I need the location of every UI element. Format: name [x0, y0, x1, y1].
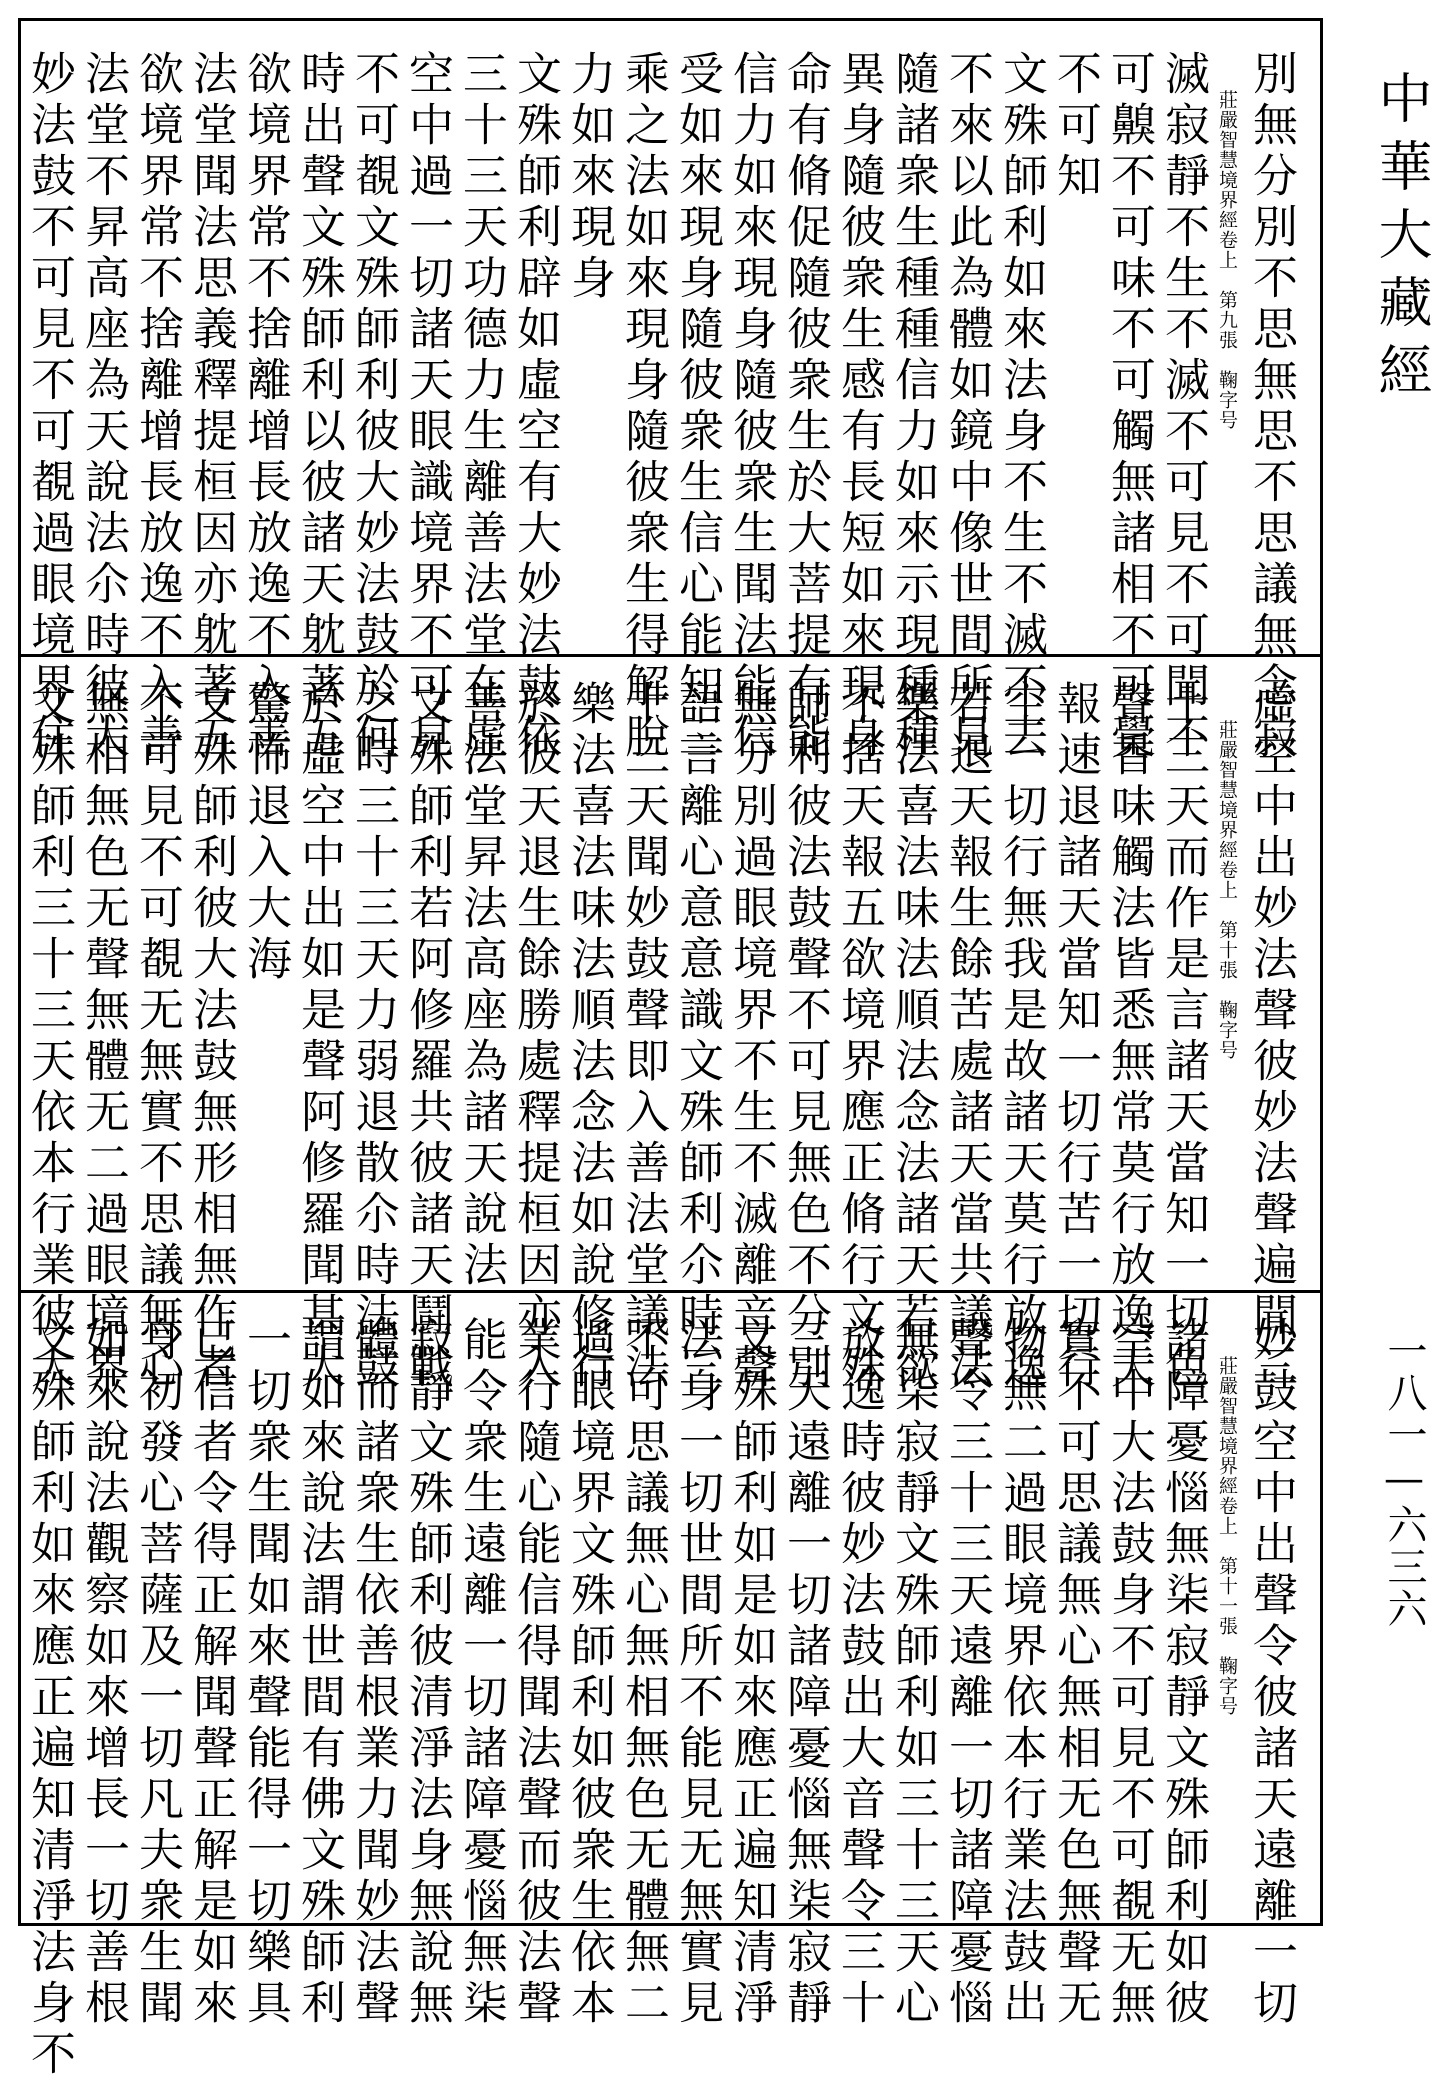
- text-column: 聲香味觸法皆悉無常莫行放逸天: [1103, 680, 1156, 1394]
- text-column: 十三天而作是言諸天當知一切色: [1157, 680, 1210, 1394]
- text-column: 空中過一切諸天眼識境界不可見: [401, 50, 454, 764]
- edition-title: 中華大藏經: [1370, 70, 1433, 410]
- text-column: 空中大法鼓身不可見不可覩无無: [1103, 1316, 1156, 2030]
- text-column: 文殊師利三十三天依本行業彼大: [23, 680, 76, 1394]
- text-column: 欲境界常不捨離增長放逸不入善: [239, 50, 292, 764]
- text-column: 聲令三十三天遠離一切諸障憂惱: [941, 1316, 994, 2030]
- text-column: 法堂不昇高座為天說法尒時彼大: [77, 50, 130, 764]
- text-column: 師利彼法鼓聲不可見無色不分別: [779, 680, 832, 1394]
- text-column: 命有脩促隨彼衆生於大菩提有能: [779, 50, 832, 764]
- text-column: 於彼天退生餘勝處釋提桓因亦入: [509, 680, 562, 1394]
- text-column: 妙法鼓不可見不可覩過眼境界住: [23, 50, 76, 764]
- text-column: 實不可思議無心無相无色無聲无: [1049, 1316, 1102, 2030]
- text-column: 樂法喜法味法順法念法諸天若欲: [887, 680, 940, 1394]
- text-column: 信力如來現身隨彼衆生聞法能信: [725, 50, 778, 764]
- text-column: 一切衆生聞如來聲能得一切樂具: [239, 1316, 292, 2030]
- text-column: 寂靜文殊師利彼清淨法身無說無: [401, 1316, 454, 2030]
- text-column: 業行隨心能信得聞法聲而彼法聲: [509, 1316, 562, 2030]
- text-column: 文殊師利如來法身不生不滅不去: [995, 50, 1048, 764]
- text-column: 不捨天報五欲境界應正脩行文殊: [833, 680, 886, 1394]
- text-column: 文殊師利如來應正遍知清淨法身不: [23, 1316, 76, 2081]
- text-column: 不來以此為體如鏡中像世間所見: [941, 50, 994, 764]
- text-column: 不可見不可覩无無實不思議無心: [131, 680, 184, 1394]
- text-column: 隨諸衆生種種信力如來示現種種: [887, 50, 940, 764]
- text-column: 時出聲文殊師利以彼諸天躭著五: [293, 50, 346, 764]
- text-column: 受如來現身隨彼衆生信心能知三: [671, 50, 724, 764]
- margin-note: 莊嚴智慧境界經卷上 第十一張 鞠字号: [1216, 1356, 1238, 1716]
- text-column: 驚怖退入大海: [239, 680, 292, 986]
- text-column: 能令衆生遠離一切諸障憂惱無柒: [455, 1316, 508, 2030]
- margin-note: 莊嚴智慧境界經卷上 第九張 鞠字号: [1216, 90, 1238, 430]
- text-column: 體而諸衆生依善根業力聞妙法聲: [347, 1316, 400, 2030]
- text-column: 語言離心意意識文殊師利尒時三: [671, 680, 724, 1394]
- margin-note: 莊嚴智慧境界經卷上 第十張 鞠字号: [1216, 720, 1238, 1060]
- text-column: 諸障憂惱無柒寂靜文殊師利如彼: [1157, 1316, 1210, 2030]
- text-column: 不可思議無心無相無色无體無二: [617, 1316, 670, 2030]
- text-column: 文殊師利如是如來應正遍知清淨: [725, 1316, 778, 2030]
- text-column: 乘之法如來現身隨彼衆生得解脫: [617, 50, 670, 764]
- register-top: [23, 50, 1298, 764]
- text-column: 謂如來說法謂世間有佛文殊師利: [293, 1316, 346, 2030]
- register-bottom: [23, 1316, 1298, 2081]
- text-column: 文殊師利彼大法鼓無形相無作者: [185, 680, 238, 1394]
- text-column: 法堂聞法思義釋提桓因亦躭著五: [185, 50, 238, 764]
- text-column: 別無分別不思無思不思議無念寂: [1245, 50, 1298, 764]
- text-column: 物無二過眼境界依本行業法鼓出: [995, 1316, 1048, 2030]
- text-column: 十三天聞妙鼓聲即入善法堂議法: [617, 680, 670, 1394]
- text-column: 滅寂靜不生不滅不可見不可聞不: [1157, 50, 1210, 764]
- text-column: 文殊師利若阿修羅共彼諸天鬪戰: [401, 680, 454, 1394]
- text-column: 可齅不可味不可觸無諸相不可覺: [1103, 50, 1156, 764]
- text-column: 若退天報生餘苦處諸天當共議法: [941, 680, 994, 1394]
- text-column: 善法堂昇法高座為諸天說法: [455, 680, 508, 1292]
- text-column: 文殊師利辟如虛空有大妙法鼓依: [509, 50, 562, 764]
- text-column: 不可知: [1049, 50, 1102, 203]
- text-column: 已信者令得正解聞聲正解是如來: [185, 1316, 238, 2030]
- text-column: 不可覩文殊師利彼大妙法鼓於何: [347, 50, 400, 764]
- text-column: 虛空中出妙法聲彼妙法聲遍聞三: [1245, 680, 1298, 1394]
- text-column: 無分別過眼境界不生不滅離音聲: [725, 680, 778, 1394]
- text-column: 樂法喜法味法順法念法如說修行: [563, 680, 616, 1394]
- page-number: 一八一—六三六: [1381, 1330, 1427, 1630]
- text-column: 過眼境界文殊師利如彼衆生依本: [563, 1316, 616, 2030]
- text-column: 於虛空中出如是聲阿修羅聞甚大: [293, 680, 346, 1394]
- text-column: 報速退諸天當知一切行苦一切行: [1049, 680, 1102, 1394]
- text-column: 三十三天功德力生離善法堂在虛: [455, 50, 508, 764]
- text-column: 身初發心菩薩及一切凡夫衆生聞: [131, 1316, 184, 2030]
- text-column: 法身一切世間所不能見无無實見: [671, 1316, 724, 2030]
- text-column: 異身隨彼衆生感有長短如來現身: [833, 50, 886, 764]
- text-column: 力如來現身: [563, 50, 616, 305]
- text-column: 放逸時彼妙法鼓出大音聲令三十: [833, 1316, 886, 2030]
- text-column: 空一切行無我是故諸天莫行放逸: [995, 680, 1048, 1394]
- text-column: 三天遠離一切諸障憂惱無柒寂靜: [779, 1316, 832, 2030]
- text-column: 無相無色无聲無體无二過眼境界: [77, 680, 130, 1394]
- register-middle: [23, 680, 1298, 1394]
- text-column: 之時三十三天力弱退散尒時法鼓: [347, 680, 400, 1394]
- text-column: 無柒寂靜文殊師利如三十三天心: [887, 1316, 940, 2030]
- text-column: 欲境界常不捨離增長放逸不入善: [131, 50, 184, 764]
- text-column: 如來說法觀察如來增長一切善根: [77, 1316, 130, 2030]
- text-column: 妙鼓空中出聲令彼諸天遠離一切: [1245, 1316, 1298, 2030]
